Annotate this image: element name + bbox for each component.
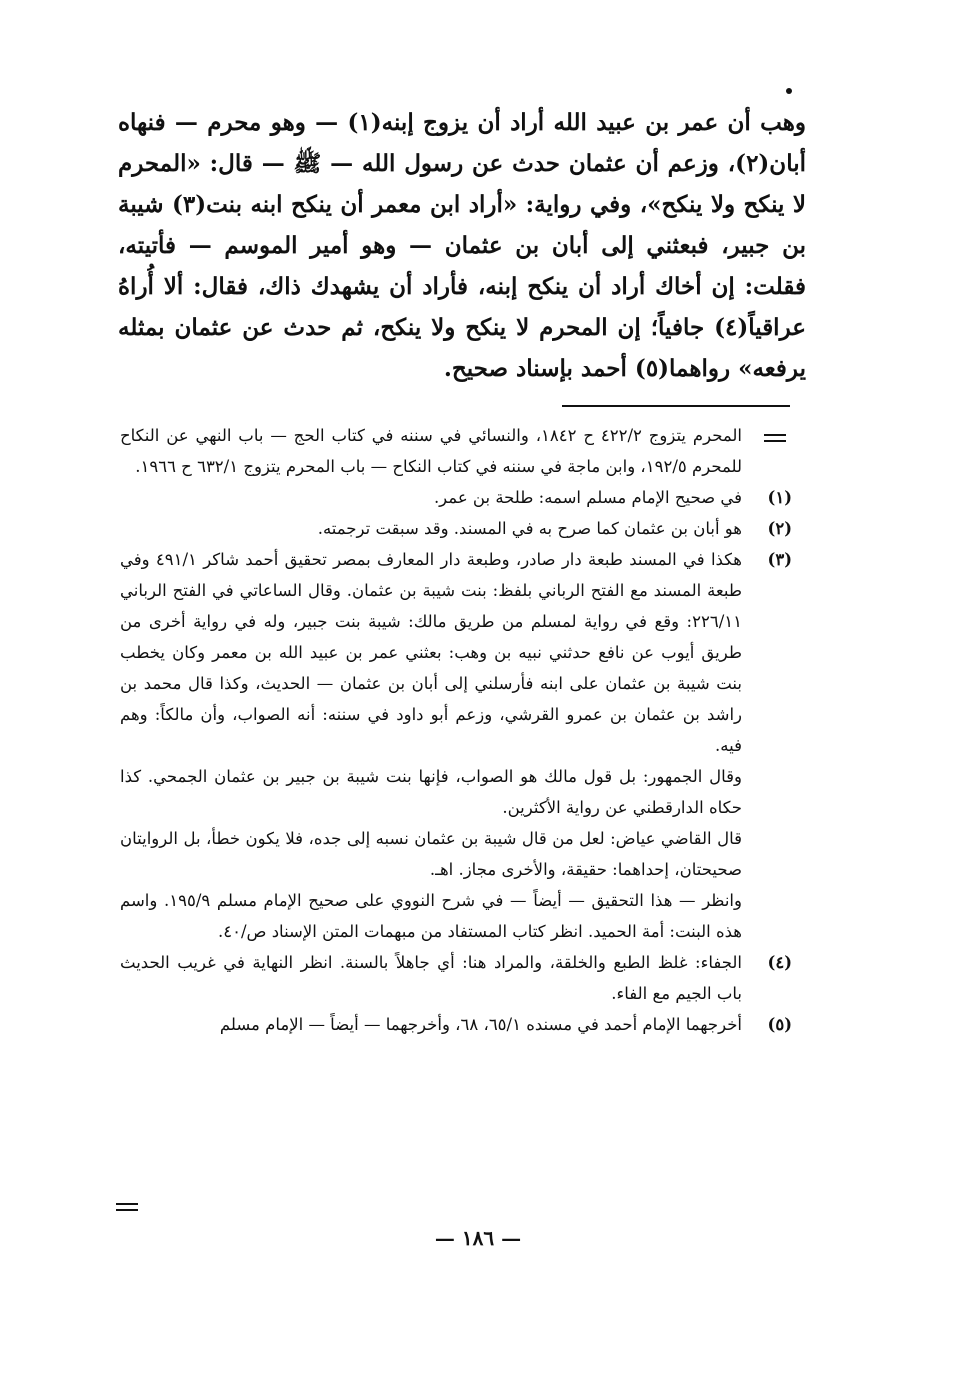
page-number: — ١٨٦ — — [434, 1226, 522, 1250]
continued-footnote-text: المحرم يتزوج ٤٢٢/٢ ح ١٨٤٢، والنسائي في سننه في كتاب الحج — باب النهي عن النكاح للمحرم ١٩٢/٥، وابن ماجة في سننه في كتاب النكاح — باب المحرم يتزوج ٦٣٢/١ ح ١٩٦٦. — [120, 426, 743, 476]
footnote-text: وقال الجمهور: بل قول مالك هو الصواب، فإنها بنت شيبة بن جبير بن عثمان الجمحي. كذا حكاه الدارقطني عن رواية الأكثرين. — [120, 767, 742, 817]
footnote-5 — [120, 1009, 792, 1040]
footnote-number: (٤) — [767, 953, 792, 972]
continuation-mark-end — [116, 1203, 138, 1215]
footnote-text: وانظر — هذا التحقيق — أيضاً — في شرح النووي على صحيح الإمام مسلم ١٩٥/٩. واسم هذه البنت: أمة الحميد. انظر كتاب المستفاد من مبهمات المتن الإسناد ص/٤٠. — [120, 891, 742, 941]
main-text-block — [118, 102, 806, 389]
footnote-text: هو أبان بن عثمان كما صرح به في المسند. وقد سبقت ترجمته. — [317, 519, 742, 538]
footnote-text: هكذا في المسند طبعة دار صادر، وطبعة دار المعارف بمصر تحقيق أحمد شاكر ٤٩١/١ وفي طبعة المسند مع الفتح الرباني بلفظ: بنت شيبة بن عثمان. وقال الساعاتي في الفتح الرباني ٢٢٦/١١: وقع في رواية لمسلم من طريق مالك: شيبة بنت جبير، وله في رواية أخرى من طريق أيوب عن نافع حدثني نبيه بن وهب: بعثني عمر بن عبيد الله بن معمر وكان يخطب بنت شيبة بن عثمان على ابنه فأرسلني إلى أبان بن عثمان — الحديث، وكذا قال محمد بن راشد بن عثمان بن عمرو القرشي، وزعم أبو داود في سننه: أنه الصواب، وأن مالكاً: وهم فيه. — [120, 550, 742, 755]
footnote-text: الجفاء: غلظ الطبع والخلقة، والمراد هنا: أي جاهلاً بالسنة. انظر النهاية في غريب الحديث باب الجيم مع الفاء. — [120, 953, 742, 1003]
footnote-1 — [120, 482, 792, 513]
continuation-mark — [742, 420, 792, 482]
footnote-number: (٣) — [767, 550, 792, 569]
footnote-separator — [562, 405, 790, 407]
footnote-3 — [120, 544, 792, 947]
footnote-number: (٢) — [767, 519, 792, 538]
footnote-text: في صحيح الإمام مسلم اسمه: طلحة بن عمر. — [433, 488, 742, 507]
continued-footnote — [120, 420, 792, 482]
footnote-number: (١) — [767, 488, 792, 507]
footnote-4 — [120, 947, 792, 1009]
footnote-2 — [120, 513, 792, 544]
footnote-number: (٥) — [767, 1015, 792, 1034]
footnote-text: قال القاضي عياض: لعل من قال شيبة بن عثمان نسبه إلى جده، فلا يكون خطأ، بل الروايتان صحيحتان، إحداهما: حقيقة، والأخرى مجاز. اهـ. — [120, 829, 742, 879]
main-paragraph: وهب أن عمر بن عبيد الله أراد أن يزوج إبنه(١) — وهو محرم — فنهاه أبان(٢)، وزعم أن عثمان حدث عن رسول الله — ﷺ — قال: «المحرم لا ينكح ولا ينكح»، وفي رواية: «أراد ابن معمر أن ينكح ابنه بنت(٣) شيبة بن جبير، فبعثني إلى أبان بن عثمان — وهو أمير الموسم — فأتيته، فقلت: إن أخاك أراد أن ينكح إبنه، فأراد أن يشهدك ذاك، فقال: ألا أُراهُ عراقياً(٤) جافياً؛ إن المحرم لا ينكح ولا ينكح، ثم حدث عن عثمان بمثله يرفعه» رواهما(٥) أحمد بإسناد صحيح. — [118, 109, 806, 382]
footnotes — [120, 420, 792, 1040]
ink-dot — [786, 88, 792, 94]
footnote-text: أخرجهما الإمام أحمد في مسنده ٦٥/١، ٦٨، وأخرجهما — أيضاً — الإمام مسلم — [219, 1015, 742, 1034]
